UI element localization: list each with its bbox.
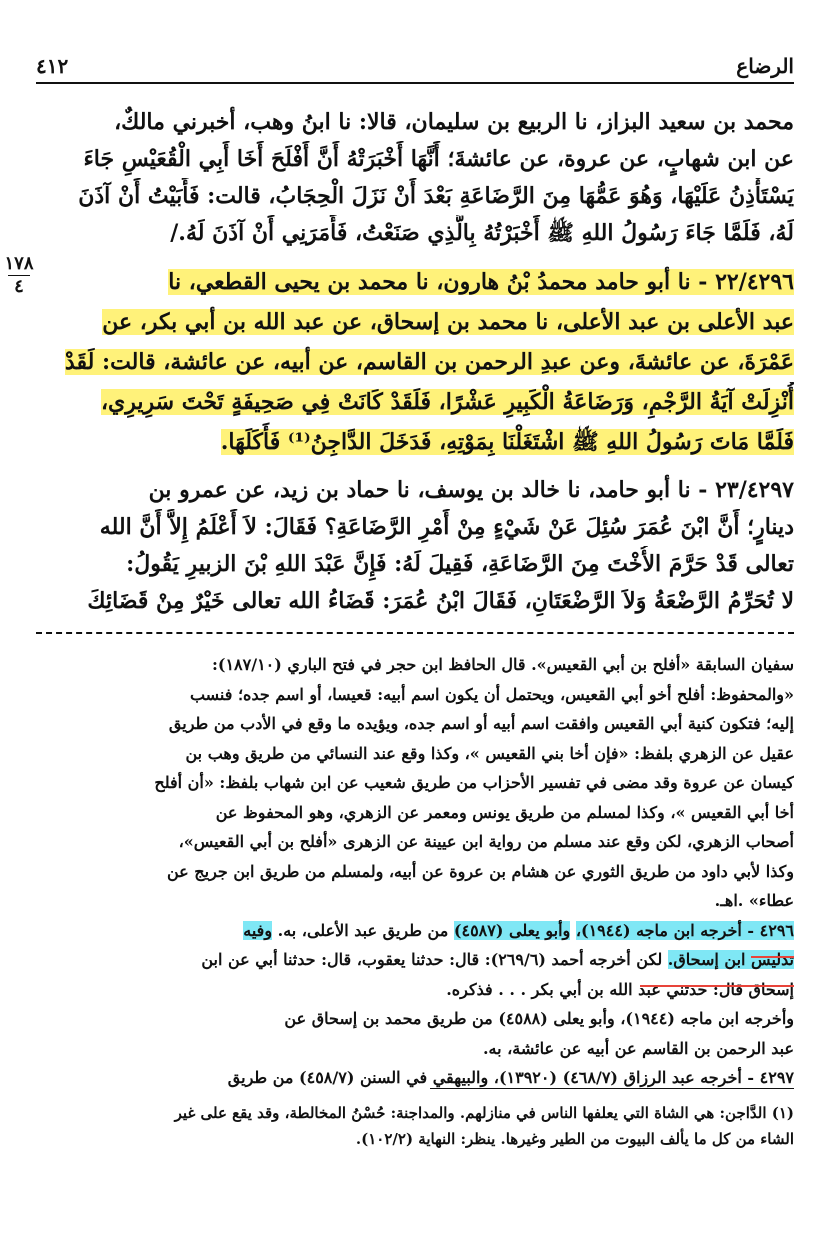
text-line: ٢٣/٤٢٩٧ - نا أبو حامد، نا خالد بن يوسف، نا حماد بن زيد، عن عمرو بن: [148, 477, 794, 503]
note-line: عطاء» .اهـ.: [714, 891, 794, 910]
highlighted-text: فَلَمَّا مَاتَ رَسُولُ اللهِ ﷺ اشْتَغَلْنَا بِمَوْتِهِ، فَدَخَلَ الدَّاجِنُ⁽¹⁾ فَأَكَلَهَا.: [220, 429, 794, 455]
note-line: وكذا لأبي داود من طريق الثوري عن هشام بن عروة عن أبيه، ولمسلم من طريق ابن جريج عن: [166, 861, 794, 881]
note-line: أصحاب الزهري، لكن وقع عند مسلم من رواية ابن عيينة عن الزهرى «أفلح بن أبي القعيس»،: [178, 832, 794, 851]
text-line: محمد بن سعيد البزاز، نا الربيع بن سليمان، قالا: نا ابنُ وهب، أخبرني مالكٌ،: [114, 109, 794, 135]
margin-marker-top: ١٧٨: [4, 253, 34, 274]
note-line: عقيل عن الزهري بلفظ: «فإن أخا بني القعيس »، وكذا وقع عند النسائي من طريق وهب بن: [185, 743, 794, 763]
footnote-rule: [430, 1088, 794, 1089]
text-line: عن ابن شهابٍ، عن عروة، عن عائشةَ؛ أَنَّهَا أَخْبَرَتْهُ أَنَّ أَفْلَحَ أَخَا أَبِي الْقُعَيْسِ جَاءَ: [83, 146, 794, 172]
text-line: [40, 302, 794, 342]
text-line: [40, 342, 794, 382]
hadith-4297-paragraph: [40, 472, 794, 620]
highlighted-citation: وفيه: [243, 920, 273, 940]
hadith-4296-paragraph: [40, 262, 794, 462]
page-number: ٤١٢: [36, 54, 69, 78]
note-4296-line-2: [40, 945, 794, 975]
note-text: من طريق عبد الأعلى، به.: [277, 920, 449, 940]
note-line: «والمحفوظ: أفلح أخو أبي القعيس، ويحتمل أن يكون اسم أبيه: قعيسا، أو اسم جده؛ فنسب: [189, 684, 794, 704]
text-line: [40, 262, 794, 302]
highlighted-citation: وأبو يعلى (٤٥٨٧): [453, 920, 571, 940]
note-line: سفيان السابقة «أفلح بن أبي القعيس». قال الحافظ ابن حجر في فتح الباري (١٨٧/١٠):: [211, 655, 794, 674]
highlighted-citation: ٤٢٩٦ - أخرجه ابن ماجه (١٩٤٤)،: [575, 920, 794, 940]
highlighted-text: ٢٢/٤٢٩٦ - نا أبو حامد محمدُ بْنُ هارون، نا محمد بن يحيى القطعي، نا: [168, 269, 794, 295]
header-rule: [36, 82, 794, 84]
hadith-text-paragraph-1: [40, 104, 794, 252]
highlighted-text: عَمْرَةَ، عن عائشةَ، وعن عبدِ الرحمن بن القاسم، عن أبيه، عن عائشة، قالت: لَقَدْ: [64, 349, 794, 375]
note-4297: ٤٢٩٧ - أخرجه عبد الرزاق (٤٦٨/٧) (١٣٩٢٠)، والبيهقي في السنن (٤٥٨/٧) من طريق: [227, 1068, 794, 1087]
text-line: [40, 382, 794, 422]
text-line: [40, 422, 794, 462]
highlighted-citation: تدليس ابن إسحاق.: [667, 950, 794, 969]
text-notes-divider: [36, 632, 794, 634]
note-line: وأخرجه ابن ماجه (١٩٤٤)، وأبو يعلى (٤٥٨٨) من طريق محمد بن إسحاق عن: [284, 1009, 794, 1028]
text-line: يَسْتَأْذِنُ عَلَيْهَا، وَهُوَ عَمُّهَا مِنَ الرَّضَاعَةِ بَعْدَ أَنْ نَزَلَ الْحِجَابُ، قالت: فَأَبَيْتُ أَنْ آذَنَ: [78, 183, 794, 209]
text-line: لَهُ، فَلَمَّا جَاءَ رَسُولُ اللهِ ﷺ أَخْبَرْتُهُ بِالَّذِي صَنَعْتُ، فَأَمَرَنِي أَنْ آذَنَ لَهُ./: [170, 220, 794, 246]
note-line: عبد الرحمن بن القاسم عن أبيه عن عائشة، به.: [482, 1038, 794, 1058]
note-text: لكن أخرجه أحمد (٢٦٩/٦): قال: حدثنا يعقوب، قال: حدثنا أبي عن ابن: [201, 950, 663, 969]
margin-marker-bottom: ٤: [14, 276, 24, 297]
footnote-line: الشاء من كل ما يألف البيوت من الطير وغيرها. ينظر: النهاية (١٠٢/٢).: [355, 1130, 794, 1148]
red-underline-mark: [751, 956, 794, 958]
page-header: [36, 54, 794, 80]
note-line: إسحاق قال: حدثني عبد الله بن أبي بكر . . . فذكره.: [446, 979, 794, 999]
note-line: كيسان عن عروة وقد مضى في تفسير الأحزاب من طريق شعيب عن ابن شهاب بلفظ: «أن أفلح: [154, 773, 794, 792]
text-line: دينارٍ؛ أَنَّ ابْنَ عُمَرَ سُئِلَ عَنْ شَيْءٍ مِنْ أَمْرِ الرَّضَاعَةِ؟ فَقَالَ: لاَ أَعْلَمُ إِلاَّ أَنَّ الله: [99, 514, 794, 540]
note-line: أخا أبي القعيس »، وكذا لمسلم من طريق يونس ومعمر عن الزهري، وهو المحفوظ عن: [215, 802, 794, 822]
red-underline-mark: [640, 985, 794, 987]
note-4296-line-1: [40, 916, 794, 946]
notes-section: [40, 650, 794, 1093]
chapter-title: الرضاع: [736, 54, 794, 78]
text-line: لا تُحَرِّمُ الرَّضْعَةُ وَلاَ الرَّضْعَتَانِ، فَقَالَ ابْنُ عُمَرَ: قَضَاءُ الله تعالى خَيْرٌ مِنْ قَضَائِكَ: [87, 588, 794, 614]
highlighted-text: عبد الأعلى بن عبد الأعلى، نا محمد بن إسحاق، عن عبد الله بن أبي بكر، عن: [102, 309, 794, 335]
highlighted-text: أُنْزِلَتْ آيَةُ الرَّجْمِ، وَرَضَاعَةُ الْكَبِيرِ عَشْرًا، فَلَقَدْ كَانَتْ فِي صَحِيفَةٍ تَحْتَ سَرِيرِي،: [100, 389, 794, 415]
note-line: إليه؛ فتكون كنية أبي القعيس وافقت اسم أبيه أو اسم جده، ويؤيده ما وقع في الأدب من طريق: [168, 714, 794, 733]
footnote-line: (١) الدَّاجن: هي الشاة التي يعلفها الناس في منازلهم. والمداجنة: حُسْنُ المخالطة، وقد يقع على غير: [174, 1104, 794, 1122]
text-line: تعالى قَدْ حَرَّمَ الأُخْتَ مِنَ الرَّضَاعَةِ، فَقِيلَ لَهُ: فَإِنَّ عَبْدَ اللهِ بْنَ الزبيرِ يَقُولُ:: [126, 551, 794, 577]
margin-page-marker: [4, 254, 34, 297]
footnote: [40, 1100, 794, 1152]
